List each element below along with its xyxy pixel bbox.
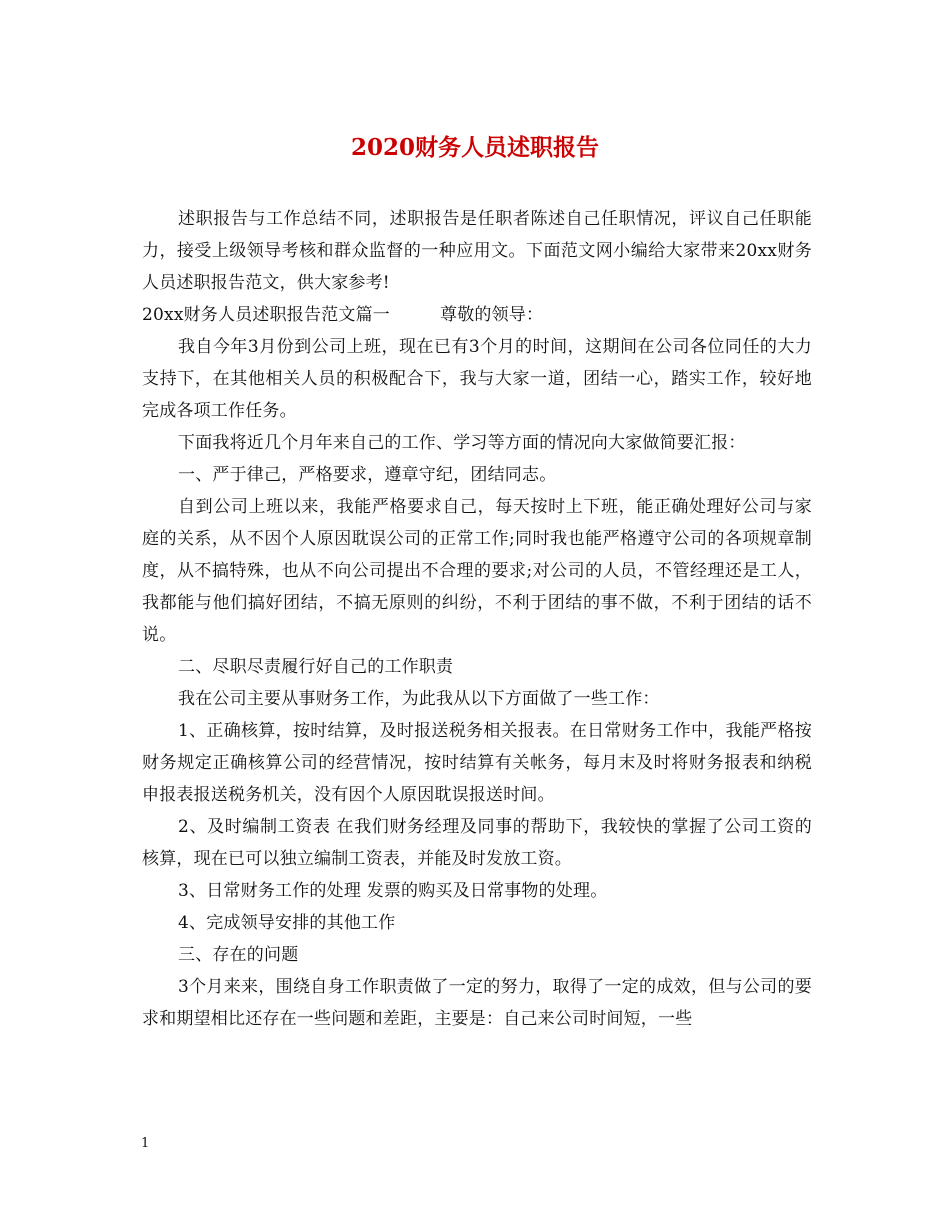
document-body	[142, 203, 812, 1035]
body-paragraph: 三、存在的问题	[178, 945, 299, 965]
body-paragraph: 1、正确核算，按时结算，及时报送税务相关报表。在日常财务工作中，我能严格按财务规定正确核算公司的经营情况，按时结算有关帐务，每月末及时将财务报表和纳税申报表报送税务机关，没有因个人原因耽误报送时间。	[142, 721, 812, 805]
body-paragraph: 我自今年3月份到公司上班，现在已有3个月的时间，这期间在公司各位同任的大力支持下，在其他相关人员的积极配合下，我与大家一道，团结一心，踏实工作，较好地完成各项工作任务。	[142, 337, 812, 421]
salutation: 尊敬的领导：	[440, 305, 544, 325]
page-number: 1	[141, 1136, 150, 1151]
body-paragraph: 4、完成领导安排的其他工作	[178, 913, 396, 933]
body-paragraph: 一、严于律己，严格要求，遵章守纪，团结同志。	[178, 465, 557, 485]
section-heading-line	[142, 299, 812, 331]
document-title: 2020财务人员述职报告	[350, 134, 599, 161]
body-paragraph: 自到公司上班以来，我能严格要求自己，每天按时上下班，能正确处理好公司与家庭的关系，从不因个人原因耽误公司的正常工作;同时我也能严格遵守公司的各项规章制度，从不搞特殊，也从不向公司提出不合理的要求;对公司的人员，不管经理还是工人，我都能与他们搞好团结，不搞无原则的纠纷，不利于团结的事不做，不利于团结的话不说。	[142, 497, 812, 645]
intro-paragraph: 述职报告与工作总结不同，述职报告是任职者陈述自己任职情况，评议自己任职能力，接受上级领导考核和群众监督的一种应用文。下面范文网小编给大家带来20xx财务人员述职报告范文，供大家参考!	[142, 209, 812, 293]
body-paragraph: 2、及时编制工资表 在我们财务经理及同事的帮助下，我较快的掌握了公司工资的核算，现在已可以独立编制工资表，并能及时发放工资。	[142, 817, 812, 869]
body-paragraph: 3、日常财务工作的处理 发票的购买及日常事物的处理。	[178, 881, 608, 901]
body-paragraph: 二、尽职尽责履行好自己的工作职责	[178, 657, 454, 677]
section-heading: 20xx财务人员述职报告范文篇一	[142, 305, 391, 325]
body-paragraph: 下面我将近几个月年来自己的工作、学习等方面的情况向大家做简要汇报：	[178, 433, 746, 453]
body-paragraph: 3个月来来，围绕自身工作职责做了一定的努力，取得了一定的成效，但与公司的要求和期望相比还存在一些问题和差距，主要是：自己来公司时间短，一些	[142, 977, 812, 1029]
body-paragraph: 我在公司主要从事财务工作，为此我从以下方面做了一些工作：	[178, 689, 660, 709]
